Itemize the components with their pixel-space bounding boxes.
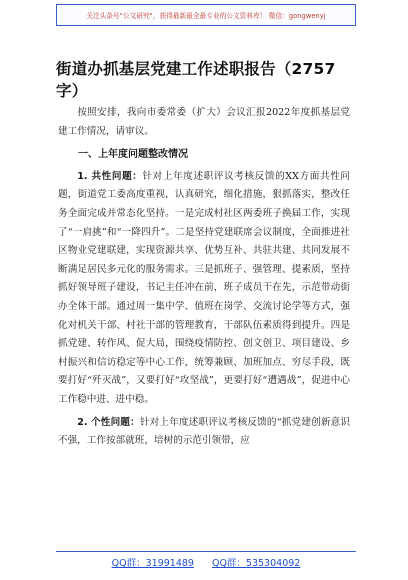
document-body: [58, 104, 350, 451]
promo-banner-text: 关注头条号"公文研究"，获得最新最全最专业的公文资料库！ 微信：gongwenyj: [86, 12, 326, 20]
common-issues-label: 1. 共性问题：: [77, 170, 143, 182]
paragraph-individual-issues: [58, 414, 350, 451]
individual-issues-label: 2. 个性问题：: [77, 416, 140, 428]
footer-contact: [56, 551, 356, 569]
qq-group-link-1[interactable]: QQ群：31991489: [111, 558, 194, 569]
individual-issues-text: 针对上年度述职评议考核反馈的“抓党建创新意识不强，工作按部就班，培树的示范引领带，应: [58, 416, 350, 447]
promo-banner: [56, 4, 356, 26]
intro-paragraph: 按照安排，我向市委常委（扩大）会议汇报2022年度抓基层党建工作情况，请审议。: [58, 107, 350, 137]
section-heading: 一、上年度问题整改情况: [78, 149, 188, 161]
qq-group-link-2[interactable]: QQ群：535304092: [211, 558, 301, 569]
paragraph-common-issues: [58, 168, 350, 410]
common-issues-text: 针对上年度述职评议考核反馈的XX方面共性问题，街道党工委高度重视，认真研究，细化措施，狠抓落实，整改任务全面完成并常态化坚持。一是完成村社区两委班子换届工作，实现了“一肩挑”和“一降四升”。二是坚持党建联席会议制度，全面推进社区物业党建联建，实现资源共享、优势互补、共驻共建、共同发展不断满足居民多元化的服务需求。三是抓班子、强管理、提素质，坚持抓好领导班子建设，书记主任冲在前，班子成员干在先，示范带动街办全体干部。通过周一集中学、值班在岗学、交流讨论学等方式，强化对机关干部、村社干部的管理教育，干部队伍素质得到提升。四是抓党建、转作风、促大局，围绕疫情防控、创文创卫、项目建设、乡村振兴和信访稳定等中心工作，统筹兼顾、加班加点、穷尽手段，既要打好“歼灭战”，又要打好“攻坚战”，更要打好“遭遇战”，促进中心工作稳中进、进中稳。: [58, 170, 350, 405]
document-title: 街道办抓基层党建工作述职报告（2757字）: [56, 60, 336, 100]
